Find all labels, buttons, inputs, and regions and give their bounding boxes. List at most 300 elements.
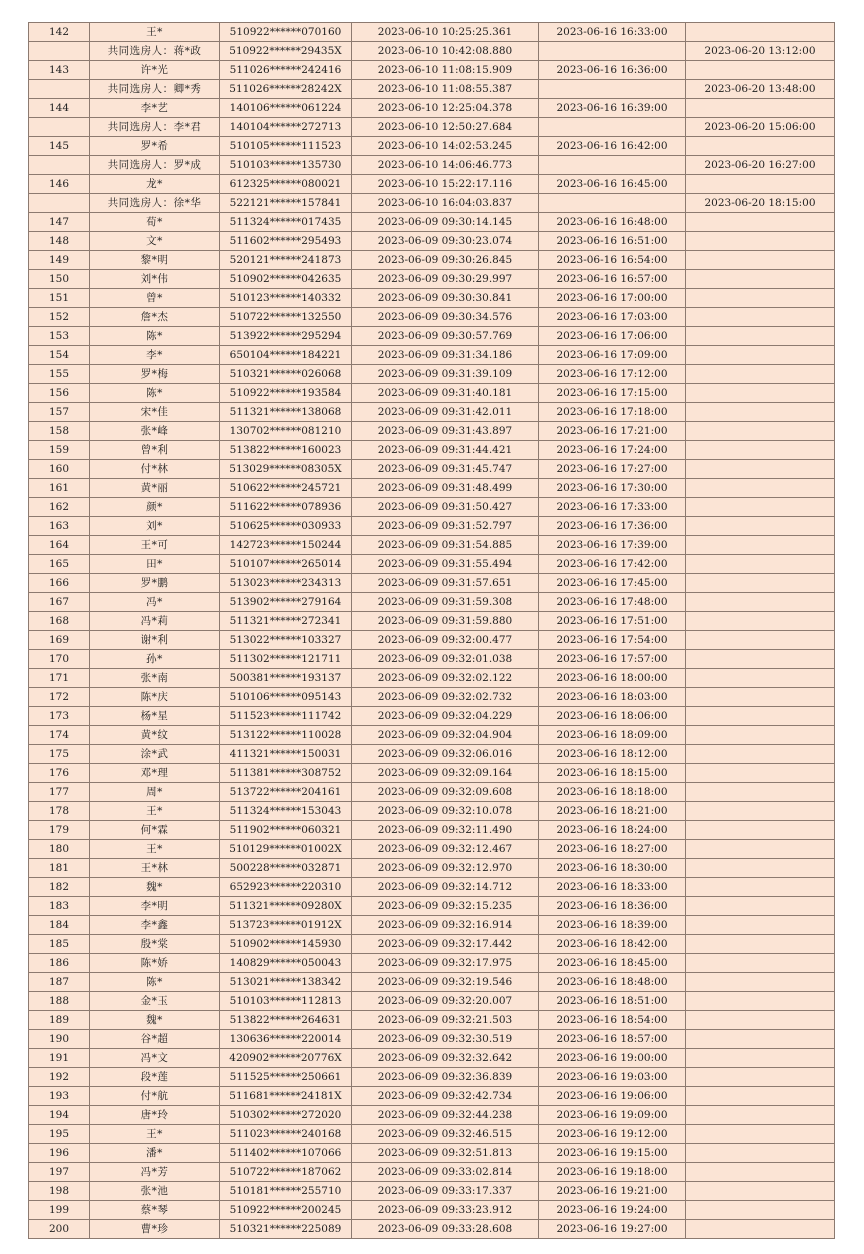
- id-number-cell: 511321******09280X: [220, 897, 352, 916]
- joint-selection-time-cell: [686, 593, 835, 612]
- selection-time-cell: 2023-06-16 18:15:00: [539, 764, 686, 783]
- id-number-cell: 513822******264631: [220, 1011, 352, 1030]
- row-number-cell: [29, 80, 90, 99]
- id-number-cell: 510103******135730: [220, 156, 352, 175]
- registration-time-cell: 2023-06-09 09:31:50.427: [352, 498, 539, 517]
- row-number-cell: 192: [29, 1068, 90, 1087]
- table-row: [29, 194, 835, 213]
- registration-time-cell: 2023-06-09 09:30:14.145: [352, 213, 539, 232]
- table-row: [29, 441, 835, 460]
- applicant-name-cell: 李*艺: [90, 99, 220, 118]
- table-row: [29, 61, 835, 80]
- row-number-cell: 189: [29, 1011, 90, 1030]
- id-number-cell: 510105******111523: [220, 137, 352, 156]
- applicant-name-cell: 共同选房人：蒋*政: [90, 42, 220, 61]
- row-number-cell: 156: [29, 384, 90, 403]
- id-number-cell: 510321******225089: [220, 1220, 352, 1239]
- registration-time-cell: 2023-06-09 09:32:51.813: [352, 1144, 539, 1163]
- registration-time-cell: 2023-06-09 09:31:42.011: [352, 403, 539, 422]
- table-row: [29, 1011, 835, 1030]
- selection-time-cell: 2023-06-16 16:36:00: [539, 61, 686, 80]
- joint-selection-time-cell: [686, 574, 835, 593]
- id-number-cell: 511302******121711: [220, 650, 352, 669]
- id-number-cell: 522121******157841: [220, 194, 352, 213]
- selection-time-cell: 2023-06-16 19:03:00: [539, 1068, 686, 1087]
- applicant-name-cell: 颜*: [90, 498, 220, 517]
- joint-selection-time-cell: [686, 973, 835, 992]
- joint-selection-time-cell: [686, 897, 835, 916]
- table-row: [29, 802, 835, 821]
- table-row: [29, 783, 835, 802]
- row-number-cell: 198: [29, 1182, 90, 1201]
- table-row: [29, 308, 835, 327]
- row-number-cell: 185: [29, 935, 90, 954]
- joint-selection-time-cell: [686, 403, 835, 422]
- selection-time-cell: 2023-06-16 17:30:00: [539, 479, 686, 498]
- table-row: [29, 213, 835, 232]
- registration-time-cell: 2023-06-09 09:32:12.467: [352, 840, 539, 859]
- row-number-cell: 184: [29, 916, 90, 935]
- registration-time-cell: 2023-06-09 09:31:34.186: [352, 346, 539, 365]
- table-row: [29, 935, 835, 954]
- table-row: [29, 1125, 835, 1144]
- row-number-cell: 172: [29, 688, 90, 707]
- applicant-name-cell: 孙*: [90, 650, 220, 669]
- registration-time-cell: 2023-06-09 09:31:59.880: [352, 612, 539, 631]
- table-row: [29, 631, 835, 650]
- applicant-name-cell: 陈*: [90, 384, 220, 403]
- applicant-table: [28, 22, 835, 1239]
- row-number-cell: 159: [29, 441, 90, 460]
- joint-selection-time-cell: [686, 1049, 835, 1068]
- selection-time-cell: 2023-06-16 17:54:00: [539, 631, 686, 650]
- id-number-cell: 510722******187062: [220, 1163, 352, 1182]
- joint-selection-time-cell: [686, 61, 835, 80]
- applicant-name-cell: 王*: [90, 1125, 220, 1144]
- table-row: [29, 1049, 835, 1068]
- joint-selection-time-cell: [686, 916, 835, 935]
- registration-time-cell: 2023-06-10 14:06:46.773: [352, 156, 539, 175]
- row-number-cell: [29, 118, 90, 137]
- id-number-cell: 510922******29435X: [220, 42, 352, 61]
- table-row: [29, 821, 835, 840]
- table-row: [29, 992, 835, 1011]
- selection-time-cell: 2023-06-16 17:39:00: [539, 536, 686, 555]
- table-row: [29, 175, 835, 194]
- id-number-cell: 650104******184221: [220, 346, 352, 365]
- registration-time-cell: 2023-06-09 09:33:23.912: [352, 1201, 539, 1220]
- joint-selection-time-cell: [686, 878, 835, 897]
- joint-selection-time-cell: 2023-06-20 16:27:00: [686, 156, 835, 175]
- selection-time-cell: 2023-06-16 17:36:00: [539, 517, 686, 536]
- table-row: [29, 669, 835, 688]
- id-number-cell: 510181******255710: [220, 1182, 352, 1201]
- applicant-name-cell: 涂*武: [90, 745, 220, 764]
- joint-selection-time-cell: [686, 327, 835, 346]
- table-row: [29, 479, 835, 498]
- id-number-cell: 510625******030933: [220, 517, 352, 536]
- selection-time-cell: 2023-06-16 18:36:00: [539, 897, 686, 916]
- row-number-cell: 153: [29, 327, 90, 346]
- table-row: [29, 1220, 835, 1239]
- registration-time-cell: 2023-06-09 09:32:15.235: [352, 897, 539, 916]
- selection-time-cell: 2023-06-16 17:15:00: [539, 384, 686, 403]
- registration-time-cell: 2023-06-09 09:32:02.732: [352, 688, 539, 707]
- applicant-name-cell: 罗*鹏: [90, 574, 220, 593]
- selection-time-cell: 2023-06-16 16:39:00: [539, 99, 686, 118]
- id-number-cell: 140829******050043: [220, 954, 352, 973]
- selection-time-cell: 2023-06-16 18:09:00: [539, 726, 686, 745]
- registration-time-cell: 2023-06-09 09:30:23.074: [352, 232, 539, 251]
- applicant-name-cell: 许*光: [90, 61, 220, 80]
- row-number-cell: 145: [29, 137, 90, 156]
- table-body: [29, 23, 835, 1239]
- table-row: [29, 650, 835, 669]
- id-number-cell: 511026******28242X: [220, 80, 352, 99]
- table-row: [29, 270, 835, 289]
- id-number-cell: 142723******150244: [220, 536, 352, 555]
- row-number-cell: 180: [29, 840, 90, 859]
- selection-time-cell: 2023-06-16 18:03:00: [539, 688, 686, 707]
- registration-time-cell: 2023-06-09 09:33:17.337: [352, 1182, 539, 1201]
- joint-selection-time-cell: [686, 270, 835, 289]
- id-number-cell: 612325******080021: [220, 175, 352, 194]
- registration-time-cell: 2023-06-10 12:25:04.378: [352, 99, 539, 118]
- registration-time-cell: 2023-06-09 09:32:04.904: [352, 726, 539, 745]
- joint-selection-time-cell: [686, 232, 835, 251]
- applicant-name-cell: 段*莲: [90, 1068, 220, 1087]
- joint-selection-time-cell: [686, 365, 835, 384]
- selection-time-cell: 2023-06-16 18:30:00: [539, 859, 686, 878]
- row-number-cell: 193: [29, 1087, 90, 1106]
- selection-time-cell: 2023-06-16 17:09:00: [539, 346, 686, 365]
- registration-time-cell: 2023-06-09 09:32:09.164: [352, 764, 539, 783]
- id-number-cell: 520121******241873: [220, 251, 352, 270]
- selection-time-cell: 2023-06-16 17:24:00: [539, 441, 686, 460]
- applicant-name-cell: 张*峰: [90, 422, 220, 441]
- applicant-name-cell: 李*: [90, 346, 220, 365]
- row-number-cell: 181: [29, 859, 90, 878]
- applicant-name-cell: 黄*纹: [90, 726, 220, 745]
- table-row: [29, 422, 835, 441]
- registration-time-cell: 2023-06-09 09:32:00.477: [352, 631, 539, 650]
- selection-time-cell: 2023-06-16 16:54:00: [539, 251, 686, 270]
- table-row: [29, 916, 835, 935]
- registration-time-cell: 2023-06-10 11:08:55.387: [352, 80, 539, 99]
- selection-time-cell: [539, 156, 686, 175]
- applicant-name-cell: 黄*丽: [90, 479, 220, 498]
- table-row: [29, 726, 835, 745]
- registration-time-cell: 2023-06-09 09:32:32.642: [352, 1049, 539, 1068]
- selection-time-cell: [539, 194, 686, 213]
- row-number-cell: 144: [29, 99, 90, 118]
- table-row: [29, 878, 835, 897]
- id-number-cell: 513023******234313: [220, 574, 352, 593]
- registration-time-cell: 2023-06-09 09:31:59.308: [352, 593, 539, 612]
- selection-time-cell: 2023-06-16 18:45:00: [539, 954, 686, 973]
- applicant-name-cell: 共同选房人：罗*成: [90, 156, 220, 175]
- registration-time-cell: 2023-06-09 09:33:28.608: [352, 1220, 539, 1239]
- row-number-cell: 149: [29, 251, 90, 270]
- selection-time-cell: 2023-06-16 19:06:00: [539, 1087, 686, 1106]
- applicant-name-cell: 共同选房人：李*君: [90, 118, 220, 137]
- applicant-name-cell: 田*: [90, 555, 220, 574]
- selection-time-cell: 2023-06-16 18:24:00: [539, 821, 686, 840]
- id-number-cell: 513029******08305X: [220, 460, 352, 479]
- joint-selection-time-cell: [686, 745, 835, 764]
- registration-time-cell: 2023-06-09 09:32:09.608: [352, 783, 539, 802]
- table-row: [29, 1106, 835, 1125]
- id-number-cell: 510622******245721: [220, 479, 352, 498]
- joint-selection-time-cell: [686, 1011, 835, 1030]
- row-number-cell: 164: [29, 536, 90, 555]
- registration-time-cell: 2023-06-10 15:22:17.116: [352, 175, 539, 194]
- registration-time-cell: 2023-06-09 09:31:40.181: [352, 384, 539, 403]
- table-row: [29, 688, 835, 707]
- joint-selection-time-cell: [686, 422, 835, 441]
- table-row: [29, 954, 835, 973]
- registration-time-cell: 2023-06-09 09:31:52.797: [352, 517, 539, 536]
- row-number-cell: 196: [29, 1144, 90, 1163]
- row-number-cell: 143: [29, 61, 90, 80]
- row-number-cell: 167: [29, 593, 90, 612]
- registration-time-cell: 2023-06-09 09:32:44.238: [352, 1106, 539, 1125]
- id-number-cell: 420902******20776X: [220, 1049, 352, 1068]
- selection-time-cell: 2023-06-16 17:18:00: [539, 403, 686, 422]
- selection-time-cell: 2023-06-16 18:06:00: [539, 707, 686, 726]
- registration-time-cell: 2023-06-09 09:32:10.078: [352, 802, 539, 821]
- row-number-cell: 151: [29, 289, 90, 308]
- id-number-cell: 652923******220310: [220, 878, 352, 897]
- joint-selection-time-cell: [686, 1068, 835, 1087]
- applicant-name-cell: 付*航: [90, 1087, 220, 1106]
- row-number-cell: 155: [29, 365, 90, 384]
- id-number-cell: 510123******140332: [220, 289, 352, 308]
- registration-time-cell: 2023-06-10 16:04:03.837: [352, 194, 539, 213]
- applicant-name-cell: 罗*梅: [90, 365, 220, 384]
- id-number-cell: 513021******138342: [220, 973, 352, 992]
- selection-time-cell: 2023-06-16 19:09:00: [539, 1106, 686, 1125]
- id-number-cell: 511402******107066: [220, 1144, 352, 1163]
- selection-time-cell: 2023-06-16 17:48:00: [539, 593, 686, 612]
- joint-selection-time-cell: [686, 517, 835, 536]
- row-number-cell: 148: [29, 232, 90, 251]
- registration-time-cell: 2023-06-09 09:32:11.490: [352, 821, 539, 840]
- registration-time-cell: 2023-06-09 09:32:30.519: [352, 1030, 539, 1049]
- id-number-cell: 511381******308752: [220, 764, 352, 783]
- row-number-cell: [29, 42, 90, 61]
- applicant-name-cell: 蔡*琴: [90, 1201, 220, 1220]
- joint-selection-time-cell: [686, 954, 835, 973]
- applicant-name-cell: 杨*星: [90, 707, 220, 726]
- id-number-cell: 511681******24181X: [220, 1087, 352, 1106]
- registration-time-cell: 2023-06-09 09:32:21.503: [352, 1011, 539, 1030]
- row-number-cell: 160: [29, 460, 90, 479]
- registration-time-cell: 2023-06-09 09:30:34.576: [352, 308, 539, 327]
- row-number-cell: 169: [29, 631, 90, 650]
- registration-time-cell: 2023-06-09 09:32:36.839: [352, 1068, 539, 1087]
- table-row: [29, 384, 835, 403]
- id-number-cell: 511321******272341: [220, 612, 352, 631]
- applicant-name-cell: 张*池: [90, 1182, 220, 1201]
- registration-time-cell: 2023-06-09 09:32:17.975: [352, 954, 539, 973]
- joint-selection-time-cell: [686, 536, 835, 555]
- table-row: [29, 365, 835, 384]
- table-row: [29, 403, 835, 422]
- id-number-cell: 140106******061224: [220, 99, 352, 118]
- table-row: [29, 156, 835, 175]
- selection-time-cell: 2023-06-16 17:33:00: [539, 498, 686, 517]
- selection-time-cell: 2023-06-16 19:27:00: [539, 1220, 686, 1239]
- registration-time-cell: 2023-06-09 09:32:02.122: [352, 669, 539, 688]
- row-number-cell: 179: [29, 821, 90, 840]
- row-number-cell: 142: [29, 23, 90, 42]
- id-number-cell: 500228******032871: [220, 859, 352, 878]
- selection-time-cell: 2023-06-16 19:21:00: [539, 1182, 686, 1201]
- applicant-name-cell: 潘*: [90, 1144, 220, 1163]
- table-row: [29, 1182, 835, 1201]
- row-number-cell: 147: [29, 213, 90, 232]
- table-row: [29, 232, 835, 251]
- selection-time-cell: 2023-06-16 18:27:00: [539, 840, 686, 859]
- row-number-cell: 177: [29, 783, 90, 802]
- row-number-cell: 168: [29, 612, 90, 631]
- table-row: [29, 42, 835, 61]
- selection-time-cell: 2023-06-16 16:33:00: [539, 23, 686, 42]
- row-number-cell: 191: [29, 1049, 90, 1068]
- joint-selection-time-cell: [686, 175, 835, 194]
- selection-time-cell: 2023-06-16 19:18:00: [539, 1163, 686, 1182]
- id-number-cell: 510129******01002X: [220, 840, 352, 859]
- selection-time-cell: 2023-06-16 18:12:00: [539, 745, 686, 764]
- id-number-cell: 500381******193137: [220, 669, 352, 688]
- joint-selection-time-cell: [686, 289, 835, 308]
- id-number-cell: 511026******242416: [220, 61, 352, 80]
- row-number-cell: 200: [29, 1220, 90, 1239]
- selection-time-cell: 2023-06-16 19:12:00: [539, 1125, 686, 1144]
- table-row: [29, 973, 835, 992]
- selection-time-cell: 2023-06-16 18:54:00: [539, 1011, 686, 1030]
- registration-time-cell: 2023-06-09 09:30:57.769: [352, 327, 539, 346]
- applicant-name-cell: 李*鑫: [90, 916, 220, 935]
- id-number-cell: 130636******220014: [220, 1030, 352, 1049]
- id-number-cell: 411321******150031: [220, 745, 352, 764]
- selection-time-cell: 2023-06-16 18:21:00: [539, 802, 686, 821]
- applicant-name-cell: 陈*: [90, 973, 220, 992]
- row-number-cell: 158: [29, 422, 90, 441]
- table-row: [29, 764, 835, 783]
- row-number-cell: 165: [29, 555, 90, 574]
- joint-selection-time-cell: [686, 1201, 835, 1220]
- registration-time-cell: 2023-06-10 14:02:53.245: [352, 137, 539, 156]
- joint-selection-time-cell: 2023-06-20 18:15:00: [686, 194, 835, 213]
- table-row: [29, 99, 835, 118]
- registration-time-cell: 2023-06-09 09:31:55.494: [352, 555, 539, 574]
- applicant-name-cell: 文*: [90, 232, 220, 251]
- joint-selection-time-cell: [686, 251, 835, 270]
- id-number-cell: 510922******193584: [220, 384, 352, 403]
- row-number-cell: 152: [29, 308, 90, 327]
- table-row: [29, 460, 835, 479]
- applicant-name-cell: 魏*: [90, 1011, 220, 1030]
- row-number-cell: 170: [29, 650, 90, 669]
- applicant-name-cell: 金*玉: [90, 992, 220, 1011]
- id-number-cell: 510902******042635: [220, 270, 352, 289]
- joint-selection-time-cell: [686, 1106, 835, 1125]
- selection-time-cell: 2023-06-16 17:42:00: [539, 555, 686, 574]
- registration-time-cell: 2023-06-09 09:32:16.914: [352, 916, 539, 935]
- selection-time-cell: 2023-06-16 19:00:00: [539, 1049, 686, 1068]
- table-row: [29, 80, 835, 99]
- joint-selection-time-cell: [686, 346, 835, 365]
- registration-time-cell: 2023-06-09 09:30:26.845: [352, 251, 539, 270]
- row-number-cell: 173: [29, 707, 90, 726]
- applicant-name-cell: 曹*珍: [90, 1220, 220, 1239]
- row-number-cell: 187: [29, 973, 90, 992]
- id-number-cell: 513723******01912X: [220, 916, 352, 935]
- joint-selection-time-cell: 2023-06-20 15:06:00: [686, 118, 835, 137]
- selection-time-cell: 2023-06-16 18:48:00: [539, 973, 686, 992]
- table-row: [29, 1087, 835, 1106]
- applicant-name-cell: 王*林: [90, 859, 220, 878]
- applicant-name-cell: 王*: [90, 802, 220, 821]
- table-row: [29, 1068, 835, 1087]
- table-row: [29, 897, 835, 916]
- applicant-name-cell: 殷*棠: [90, 935, 220, 954]
- registration-time-cell: 2023-06-09 09:31:57.651: [352, 574, 539, 593]
- id-number-cell: 513722******204161: [220, 783, 352, 802]
- selection-time-cell: 2023-06-16 19:15:00: [539, 1144, 686, 1163]
- id-number-cell: 140104******272713: [220, 118, 352, 137]
- row-number-cell: [29, 194, 90, 213]
- selection-time-cell: [539, 80, 686, 99]
- applicant-name-cell: 邓*理: [90, 764, 220, 783]
- row-number-cell: 197: [29, 1163, 90, 1182]
- id-number-cell: 510922******200245: [220, 1201, 352, 1220]
- joint-selection-time-cell: [686, 137, 835, 156]
- joint-selection-time-cell: [686, 1125, 835, 1144]
- joint-selection-time-cell: [686, 726, 835, 745]
- applicant-name-cell: 冯*: [90, 593, 220, 612]
- joint-selection-time-cell: [686, 1030, 835, 1049]
- table-row: [29, 859, 835, 878]
- joint-selection-time-cell: [686, 783, 835, 802]
- selection-time-cell: 2023-06-16 17:51:00: [539, 612, 686, 631]
- selection-time-cell: 2023-06-16 19:24:00: [539, 1201, 686, 1220]
- selection-time-cell: 2023-06-16 17:57:00: [539, 650, 686, 669]
- row-number-cell: 163: [29, 517, 90, 536]
- applicant-name-cell: 唐*玲: [90, 1106, 220, 1125]
- table-row: [29, 593, 835, 612]
- joint-selection-time-cell: 2023-06-20 13:48:00: [686, 80, 835, 99]
- table-row: [29, 1030, 835, 1049]
- table-row: [29, 327, 835, 346]
- selection-time-cell: 2023-06-16 17:00:00: [539, 289, 686, 308]
- registration-time-cell: 2023-06-09 09:32:04.229: [352, 707, 539, 726]
- registration-time-cell: 2023-06-09 09:31:39.109: [352, 365, 539, 384]
- applicant-name-cell: 王*: [90, 23, 220, 42]
- joint-selection-time-cell: [686, 308, 835, 327]
- joint-selection-time-cell: [686, 612, 835, 631]
- joint-selection-time-cell: [686, 460, 835, 479]
- applicant-name-cell: 王*可: [90, 536, 220, 555]
- applicant-name-cell: 谢*利: [90, 631, 220, 650]
- registration-time-cell: 2023-06-09 09:32:14.712: [352, 878, 539, 897]
- applicant-name-cell: 谷*超: [90, 1030, 220, 1049]
- table-row: [29, 289, 835, 308]
- row-number-cell: 174: [29, 726, 90, 745]
- selection-time-cell: 2023-06-16 16:51:00: [539, 232, 686, 251]
